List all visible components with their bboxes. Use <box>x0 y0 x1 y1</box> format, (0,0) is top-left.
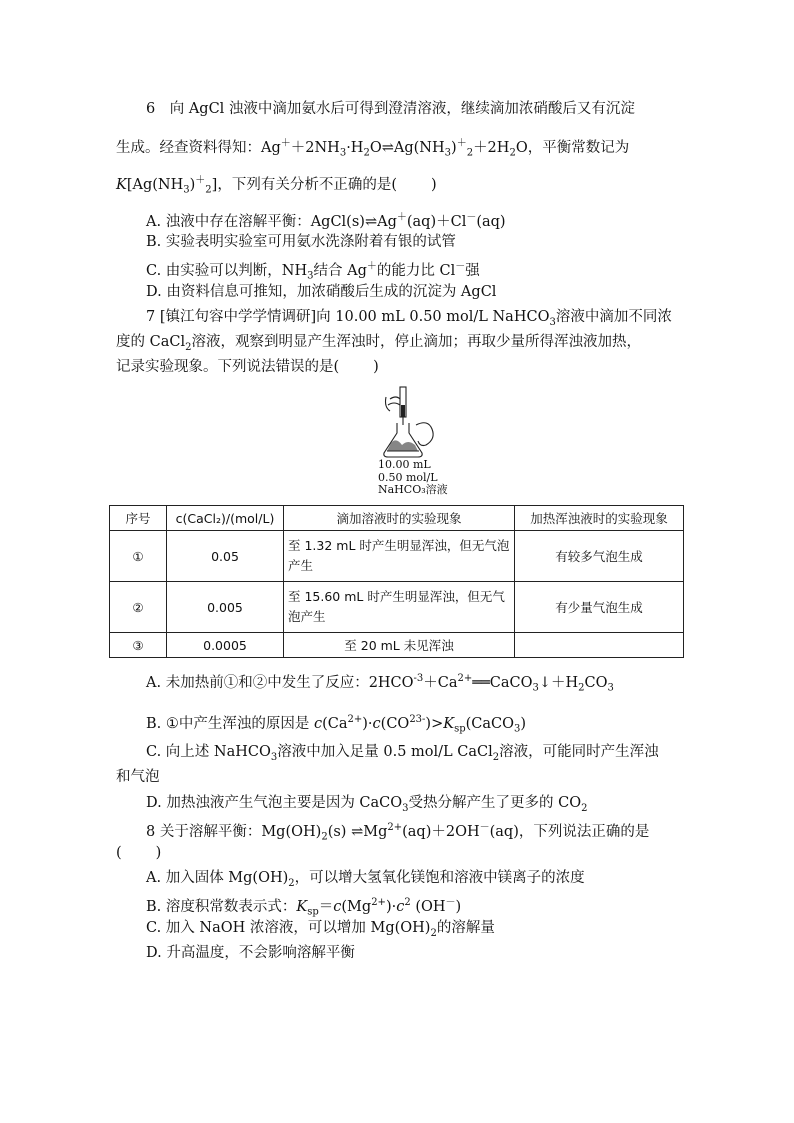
table-row: ① 0.05 至 1.32 mL 时产生明显浑浊，但无气泡产生 有较多气泡生成 <box>110 531 684 582</box>
q6-stem-line1: 6 向 AgCl 浊液中滴加氨水后可得到澄清溶液，继续滴加浓硝酸后又有沉淀 <box>146 101 635 117</box>
table-row: ③ 0.0005 至 20 mL 未见浑浊 <box>110 633 684 658</box>
titration-flask-illustration <box>372 385 442 460</box>
q8-stem-line2: ( ) <box>116 845 162 861</box>
q7-stem-line2: 度的 CaCl$_2$溶液，观察到明显产生浑浊时，停止滴加；再取少量所得浑浊液加热， <box>116 334 641 353</box>
col-header-concentration: c(CaCl₂)/(mol/L) <box>167 506 284 531</box>
q6-option-c: C. 由实验可以判断，$NH_3$结合 Ag＋的能力比 Cl－强 <box>146 261 480 282</box>
q7-option-a: A. 未加热前①和②中发生了反应：$2HCO^{-3}+Ca^{2+}══CaCO_3↓+H_2CO_3$ <box>146 673 614 694</box>
conical-flask <box>384 423 422 457</box>
q6-stem-line3: $K[Ag(NH_3)^+_2]$，下列有关分析不正确的是( ) <box>116 175 437 196</box>
col-header-dropping-phenomenon: 滴加溶液时的实验现象 <box>284 506 515 531</box>
q7-stem-line3: 记录实验现象。下列说法错误的是( ) <box>116 359 379 375</box>
q7-option-c-line1: C. 向上述 NaHCO$_3$溶液中加入足量 0.5 mol/L CaCl$_2$溶液，可能同时产生浑浊 <box>146 744 659 763</box>
equilibrium-arrow-icon: ⇌ <box>364 213 378 230</box>
reaction-equals-icon: ══ <box>472 674 490 691</box>
figure-caption: 10.00 mL 0.50 mol/L NaHCO₃溶液 <box>378 458 448 496</box>
q8-stem-line1: 8 关于溶解平衡：$Mg(OH)_2(s)$ $\rightleftharpoons Mg^{2+}(aq)+2OH^-(aq)$，下列说法正确的是 <box>146 822 650 843</box>
q6-stem-line2: 生成。经查资料得知：$Ag^++2NH_3\cdot H_2O\rightleftharpoons Ag(NH_3)^+_2+2H_2O$，平衡常数记为 <box>116 138 630 159</box>
q6-option-b: B. 实验表明实验室可用氨水洗涤附着有银的试管 <box>146 234 456 250</box>
q8-option-c: C. 加入 NaOH 浓溶液，可以增加 $Mg(OH)_2$的溶解量 <box>146 920 495 939</box>
q8-option-b: B. 溶度积常数表示式：$K_{sp}=c(Mg^{2+})\cdot c^2$ (OH－) <box>146 897 462 918</box>
hand <box>416 423 433 446</box>
q7-stem-line1: 7 [镇江句容中学学情调研]向 10.00 mL 0.50 mol/L NaHCO$_3$溶液中滴加不同浓 <box>146 309 672 328</box>
equilibrium-arrow-icon: ⇌ <box>381 139 394 156</box>
q7-option-d: D. 加热浊液产生气泡主要是因为 CaCO$_3$受热分解产生了更多的 $CO_2$ <box>146 795 588 814</box>
q8-option-d: D. 升高温度，不会影响溶解平衡 <box>146 945 355 961</box>
q6-option-d: D. 由资料信息可推知，加浓硝酸后生成的沉淀为 AgCl <box>146 284 497 300</box>
col-header-index: 序号 <box>110 506 167 531</box>
q6-option-a: A. 浊液中存在溶解平衡：AgCl(s)⇌Ag＋(aq)＋Cl－(aq) <box>146 212 506 230</box>
table-row: ② 0.005 至 15.60 mL 时产生明显浑浊，但无气泡产生 有少量气泡生成 <box>110 582 684 633</box>
table-header-row <box>110 506 684 531</box>
experiment-table <box>109 505 684 658</box>
equilibrium-arrow-icon: ⇌ <box>351 823 364 840</box>
q8-option-a: A. 加入固体 $Mg(OH)_2$，可以增大氢氧化镁饱和溶液中镁离子的浓度 <box>146 870 585 889</box>
q7-option-b: B. ①中产生浑浊的原因是 $c(Ca^{2+})\cdot c(CO^{23-})>K_{sp}(CaCO_3)$ <box>146 714 527 735</box>
col-header-heating-phenomenon: 加热浑浊液时的实验现象 <box>515 506 684 531</box>
q7-option-c-line2: 和气泡 <box>116 769 160 785</box>
